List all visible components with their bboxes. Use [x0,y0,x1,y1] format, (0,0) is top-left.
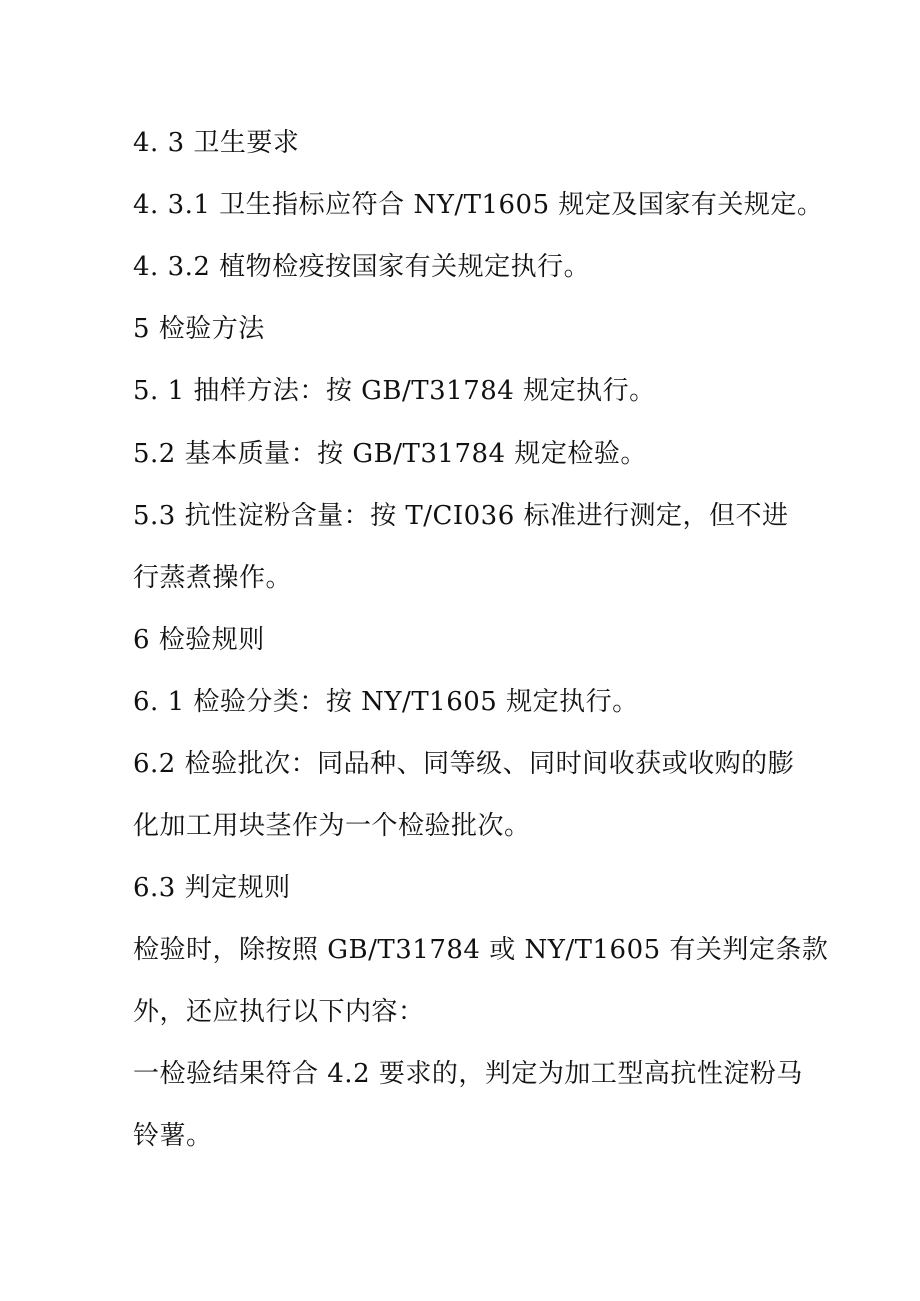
clause-4-3-1: 4. 3.1 卫生指标应符合 NY/T1605 规定及国家有关规定。 [133,190,824,220]
clause-5-3-continued: 行蒸煮操作。 [133,563,293,593]
clause-6-2-continued: 化加工用块茎作为一个检验批次。 [133,811,531,841]
clause-4-3-2: 4. 3.2 植物检疫按国家有关规定执行。 [133,252,591,282]
paragraph-judgment-rule-continued: 铃薯。 [133,1121,213,1151]
paragraph-judgment-intro: 检验时，除按照 GB/T31784 或 NY/T1605 有关判定条款 [133,935,829,965]
section-heading-6: 6 检验规则 [133,625,265,655]
clause-5-3: 5.3 抗性淀粉含量：按 T/CI036 标准进行测定，但不进 [133,501,789,531]
clause-heading-6-3: 6.3 判定规则 [133,873,291,903]
clause-5-1: 5. 1 抽样方法：按 GB/T31784 规定执行。 [133,376,656,406]
clause-6-1: 6. 1 检验分类：按 NY/T1605 规定执行。 [133,687,639,717]
section-heading-4-3: 4. 3 卫生要求 [133,128,300,158]
paragraph-judgment-intro-continued: 外，还应执行以下内容： [133,997,425,1027]
paragraph-judgment-rule: 一检验结果符合 4.2 要求的，判定为加工型高抗性淀粉马 [133,1059,803,1089]
clause-5-2: 5.2 基本质量：按 GB/T31784 规定检验。 [133,439,647,469]
section-heading-5: 5 检验方法 [133,314,265,344]
clause-6-2: 6.2 检验批次：同品种、同等级、同时间收获或收购的膨 [133,749,795,779]
